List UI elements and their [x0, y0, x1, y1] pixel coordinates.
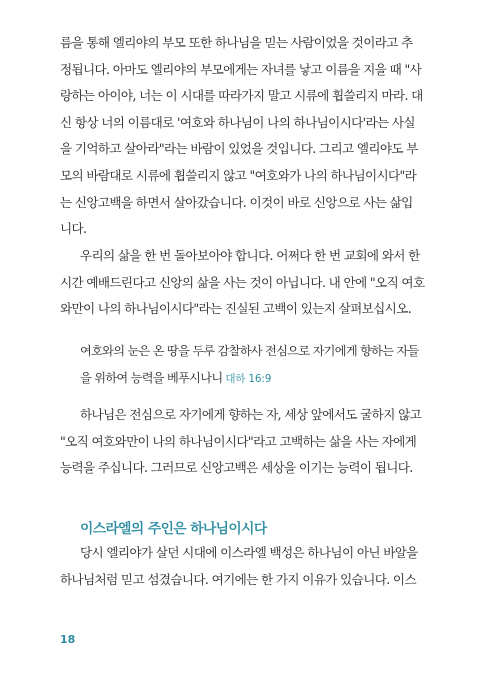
- text-line: 모의 바람대로 시류에 휩쓸리지 않고 "여호와가 나의 하나님이시다"라: [60, 167, 417, 183]
- scripture-reference: 대하 16:9: [225, 372, 272, 385]
- text-line: 랑하는 아이야, 너는 이 시대를 따라가지 말고 시류에 휩쓸리지 마라. 대: [60, 88, 423, 104]
- text-line: 와만이 나의 하나님이시다"라는 진실된 고백이 있는지 살펴보십시오.: [60, 301, 412, 317]
- page-number: 18: [60, 633, 76, 646]
- text-line: 을 기억하고 살아라"라는 바람이 있었을 것입니다. 그리고 엘리야도 부: [60, 141, 418, 157]
- quote-line: [60, 365, 441, 393]
- paragraph-2: [60, 243, 441, 323]
- paragraph-4: [60, 540, 441, 593]
- text-line: 우리의 삶을 한 번 돌아보아야 합니다. 어쩌다 한 번 교회에 와서 한: [80, 248, 420, 263]
- text-line: 정됩니다. 아마도 엘리야의 부모에게는 자녀를 낳고 이름을 지을 때 "사: [60, 61, 422, 77]
- text-line: 당시 엘리야가 살던 시대에 이스라엘 백성은 하나님이 아닌 바알을: [80, 545, 418, 560]
- text-line: 하나님처럼 믿고 섬겼습니다. 여기에는 한 가지 이유가 있습니다. 이스: [60, 571, 416, 587]
- paragraph-3: [60, 402, 441, 482]
- paragraph-1: [60, 30, 441, 243]
- text-line: 신 항상 너의 이름대로 '여호와 하나님이 나의 하나님이시다'라는 사실: [60, 114, 415, 130]
- text-line: 는 신앙고백을 하면서 살아갔습니다. 이것이 바로 신앙으로 사는 삶입: [60, 194, 413, 210]
- text-line: 하나님은 전심으로 자기에게 향하는 자, 세상 앞에서도 굴하지 않고: [80, 407, 422, 422]
- quote-line: 여호와의 눈은 온 땅을 두루 감찰하사 전심으로 자기에게 향하는 자들: [80, 344, 419, 358]
- text-line: 름을 통해 엘리야의 부모 또한 하나님을 믿는 사람이었을 것이라고 추: [60, 35, 413, 50]
- text-line: 니다.: [60, 221, 87, 237]
- section-heading: 이스라엘의 주인은 하나님이시다: [80, 521, 267, 537]
- quote-text: 을 위하여 능력을 베푸시나니: [80, 370, 223, 385]
- text-line: "오직 여호와만이 나의 하나님이시다"라고 고백하는 삶을 사는 자에게: [60, 433, 417, 449]
- text-line: 시간 예배드린다고 신앙의 삶을 사는 것이 아닙니다. 내 안에 "오직 여호: [60, 274, 425, 290]
- scripture-quote: [60, 338, 441, 392]
- text-line: 능력을 주십니다. 그러므로 신앙고백은 세상을 이기는 능력이 됩니다.: [60, 460, 413, 476]
